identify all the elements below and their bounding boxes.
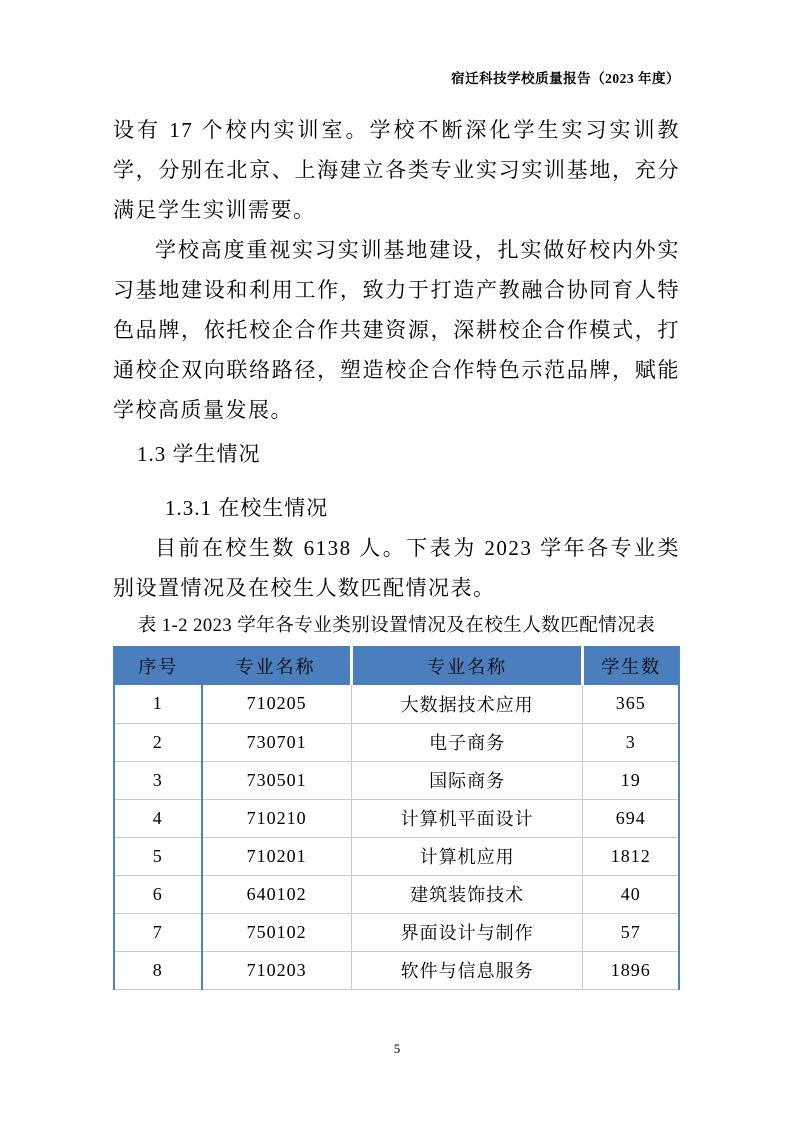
table-row xyxy=(114,799,679,837)
table-cell: 大数据技术应用 xyxy=(351,685,583,723)
column-header: 序号 xyxy=(114,646,202,685)
table-cell: 国际商务 xyxy=(351,761,583,799)
table-row xyxy=(114,761,679,799)
table-row xyxy=(114,875,679,913)
table-cell: 3 xyxy=(583,723,679,761)
table-cell: 电子商务 xyxy=(351,723,583,761)
table-row xyxy=(114,913,679,951)
table-cell: 19 xyxy=(583,761,679,799)
subsection-heading-enrolled-students: 1.3.1 在校生情况 xyxy=(165,496,329,520)
table-cell: 3 xyxy=(114,761,202,799)
table-cell: 710210 xyxy=(202,799,352,837)
table-cell: 750102 xyxy=(202,913,352,951)
table-body xyxy=(114,685,679,989)
table-cell: 730501 xyxy=(202,761,352,799)
table-cell: 软件与信息服务 xyxy=(351,951,583,989)
table-cell: 57 xyxy=(583,913,679,951)
column-header: 专业名称 xyxy=(202,646,352,685)
paragraph-enrollment-count: 目前在校生数 6138 人。下表为 2023 学年各专业类别设置情况及在校生人数匹配情况表。 xyxy=(113,536,680,600)
table-cell: 界面设计与制作 xyxy=(351,913,583,951)
section-heading-student-situation: 1.3 学生情况 xyxy=(137,442,261,466)
table-row xyxy=(114,723,679,761)
table-caption: 表 1-2 2023 学年各专业类别设置情况及在校生人数匹配情况表 xyxy=(137,616,656,636)
running-header: 宿迁科技学校质量报告（2023 年度） xyxy=(451,71,680,86)
table-cell: 4 xyxy=(114,799,202,837)
column-header: 专业名称 xyxy=(351,646,583,685)
document-body xyxy=(113,110,680,990)
table-cell: 7 xyxy=(114,913,202,951)
column-header: 学生数 xyxy=(583,646,679,685)
table-cell: 2 xyxy=(114,723,202,761)
table-cell: 6 xyxy=(114,875,202,913)
table-cell: 365 xyxy=(583,685,679,723)
table-cell: 计算机平面设计 xyxy=(351,799,583,837)
table-cell: 40 xyxy=(583,875,679,913)
table-cell: 建筑装饰技术 xyxy=(351,875,583,913)
table-cell: 1 xyxy=(114,685,202,723)
page-number: 5 xyxy=(393,1041,401,1056)
table-cell: 710205 xyxy=(202,685,352,723)
table-cell: 710203 xyxy=(202,951,352,989)
table-row xyxy=(114,685,679,723)
table-cell: 730701 xyxy=(202,723,352,761)
table-cell: 计算机应用 xyxy=(351,837,583,875)
table-row xyxy=(114,837,679,875)
table-cell: 1812 xyxy=(583,837,679,875)
table-cell: 1896 xyxy=(583,951,679,989)
table-cell: 5 xyxy=(114,837,202,875)
paragraph-school-enterprise: 学校高度重视实习实训基地建设，扎实做好校内外实习基地建设和利用工作，致力于打造产教融合协同育人特色品牌，依托校企合作共建资源，深耕校企合作模式，打通校企双向联络路径，塑造校企合作特色示范品牌，赋能学校高质量发展。 xyxy=(113,238,680,422)
table-cell: 710201 xyxy=(202,837,352,875)
paragraph-practical-training: 设有 17 个校内实训室。学校不断深化学生实习实训教学，分别在北京、上海建立各类专业实习实训基地，充分满足学生实训需要。 xyxy=(113,118,680,222)
table-cell: 8 xyxy=(114,951,202,989)
table-row xyxy=(114,951,679,989)
table-cell: 640102 xyxy=(202,875,352,913)
table-cell: 694 xyxy=(583,799,679,837)
table-header-row xyxy=(114,646,679,685)
majors-enrollment-table xyxy=(113,646,680,990)
